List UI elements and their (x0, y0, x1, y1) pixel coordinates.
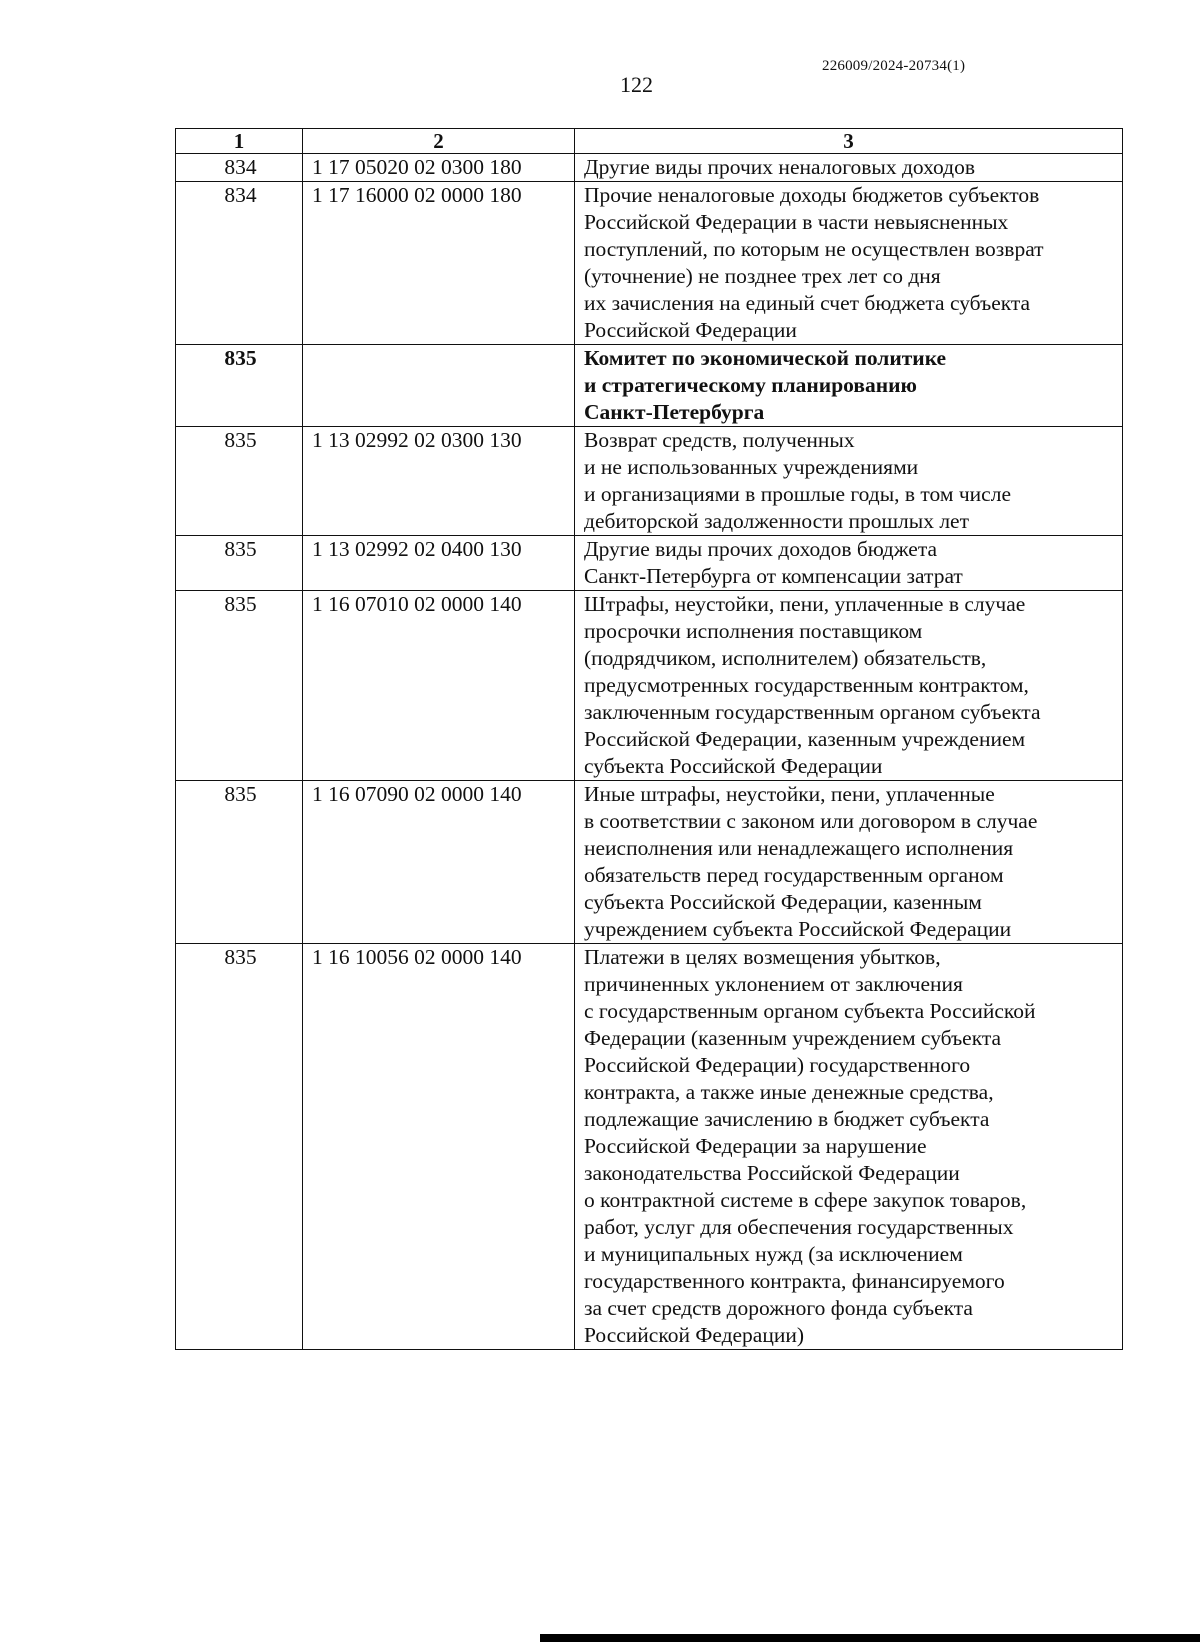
revenue-name-line: в соответствии с законом или договором в случае (584, 809, 1038, 833)
revenue-name-line: Прочие неналоговые доходы бюджетов субъектов (584, 183, 1040, 207)
revenue-name-line: просрочки исполнения поставщиком (584, 619, 923, 643)
table-row (176, 781, 1123, 944)
revenue-name-line: Российской Федерации в части невыясненных (584, 210, 1009, 234)
administrator-code-cell: 835 (176, 591, 303, 781)
revenue-name-line: работ, услуг для обеспечения государственных (584, 1215, 1014, 1239)
revenue-name-line: Федерации (казенным учреждением субъекта (584, 1026, 1002, 1050)
administrator-code-cell: 835 (176, 944, 303, 1350)
budget-classification-code-cell: 1 13 02992 02 0400 130 (303, 536, 575, 591)
revenue-name-line: учреждением субъекта Российской Федерации (584, 917, 1012, 941)
revenue-name-line: Платежи в целях возмещения убытков, (584, 945, 941, 969)
revenue-name-line: Российской Федерации) (584, 1323, 805, 1347)
revenue-name-line: законодательства Российской Федерации (584, 1161, 960, 1185)
revenue-name-line: Другие виды прочих неналоговых доходов (584, 155, 976, 179)
administrator-section-row (176, 345, 1123, 427)
document-registration-number: 226009/2024-20734(1) (822, 58, 966, 74)
column-header-3: 3 (575, 129, 1123, 154)
revenue-name-line: контракта, а также иные денежные средства, (584, 1080, 994, 1104)
revenue-name-line: (уточнение) не позднее трех лет со дня (584, 264, 941, 288)
revenue-name-line: поступлений, по которым не осуществлен возврат (584, 237, 1044, 261)
revenue-name-line: (подрядчиком, исполнителем) обязательств, (584, 646, 987, 670)
revenue-name-line: Российской Федерации, казенным учреждением (584, 727, 1026, 751)
table-row (176, 591, 1123, 781)
administrator-name-line: Санкт-Петербурга (584, 400, 765, 424)
administrator-name-line: Комитет по экономической политике (584, 346, 947, 370)
revenue-name-line: Российской Федерации за нарушение (584, 1134, 927, 1158)
revenue-name-line: Санкт-Петербурга от компенсации затрат (584, 564, 963, 588)
revenue-name-cell (575, 536, 1123, 591)
administrator-code-cell: 835 (176, 427, 303, 536)
revenue-name-cell (575, 427, 1123, 536)
table-row (176, 182, 1123, 345)
revenue-name-line: и не использованных учреждениями (584, 455, 919, 479)
revenue-name-line: Иные штрафы, неустойки, пени, уплаченные (584, 782, 995, 806)
revenue-name-line: причиненных уклонением от заключения (584, 972, 963, 996)
revenue-codes-table (175, 128, 1123, 1350)
administrator-code-cell: 835 (176, 345, 303, 427)
revenue-name-line: за счет средств дорожного фонда субъекта (584, 1296, 973, 1320)
revenue-name-line: Штрафы, неустойки, пени, уплаченные в случае (584, 592, 1026, 616)
administrator-name-line: и стратегическому планированию (584, 373, 917, 397)
revenue-name-cell (575, 182, 1123, 345)
budget-classification-code-cell: 1 13 02992 02 0300 130 (303, 427, 575, 536)
revenue-name-line: Российской Федерации (584, 318, 797, 342)
budget-classification-code-cell (303, 345, 575, 427)
budget-classification-code-cell: 1 16 07090 02 0000 140 (303, 781, 575, 944)
administrator-code-cell: 834 (176, 154, 303, 182)
revenue-name-line: и муниципальных нужд (за исключением (584, 1242, 963, 1266)
administrator-code-cell: 835 (176, 781, 303, 944)
revenue-name-line: Другие виды прочих доходов бюджета (584, 537, 938, 561)
table-row (176, 154, 1123, 182)
revenue-name-line: предусмотренных государственным контрактом, (584, 673, 1029, 697)
revenue-name-line: Возврат средств, полученных (584, 428, 855, 452)
budget-classification-code-cell: 1 17 16000 02 0000 180 (303, 182, 575, 345)
revenue-name-line: государственного контракта, финансируемого (584, 1269, 1005, 1293)
revenue-name-line: обязательств перед государственным органом (584, 863, 1004, 887)
revenue-name-line: субъекта Российской Федерации, казенным (584, 890, 982, 914)
revenue-name-line: неисполнения или ненадлежащего исполнения (584, 836, 1014, 860)
table-row (176, 536, 1123, 591)
revenue-name-line: субъекта Российской Федерации (584, 754, 883, 778)
revenue-name-cell (575, 154, 1123, 182)
revenue-name-cell (575, 944, 1123, 1350)
column-header-1: 1 (176, 129, 303, 154)
table-header-row (176, 129, 1123, 154)
table-row (176, 944, 1123, 1350)
revenue-name-line: Российской Федерации) государственного (584, 1053, 971, 1077)
table-row (176, 427, 1123, 536)
revenue-name-line: подлежащие зачислению в бюджет субъекта (584, 1107, 990, 1131)
revenue-name-line: заключенным государственным органом субъекта (584, 700, 1041, 724)
revenue-name-line: и организациями в прошлые годы, в том числе (584, 482, 1011, 506)
page-number: 122 (620, 72, 653, 97)
revenue-name-line: о контрактной системе в сфере закупок товаров, (584, 1188, 1027, 1212)
administrator-code-cell: 834 (176, 182, 303, 345)
revenue-name-line: дебиторской задолженности прошлых лет (584, 509, 969, 533)
revenue-name-cell (575, 591, 1123, 781)
revenue-name-line: с государственным органом субъекта Российской (584, 999, 1036, 1023)
scan-edge-rule (540, 1634, 1200, 1642)
revenue-name-cell (575, 781, 1123, 944)
budget-classification-code-cell: 1 17 05020 02 0300 180 (303, 154, 575, 182)
budget-classification-code-cell: 1 16 07010 02 0000 140 (303, 591, 575, 781)
budget-classification-code-cell: 1 16 10056 02 0000 140 (303, 944, 575, 1350)
column-header-2: 2 (303, 129, 575, 154)
revenue-name-line: их зачисления на единый счет бюджета субъекта (584, 291, 1031, 315)
administrator-name-cell (575, 345, 1123, 427)
administrator-code-cell: 835 (176, 536, 303, 591)
